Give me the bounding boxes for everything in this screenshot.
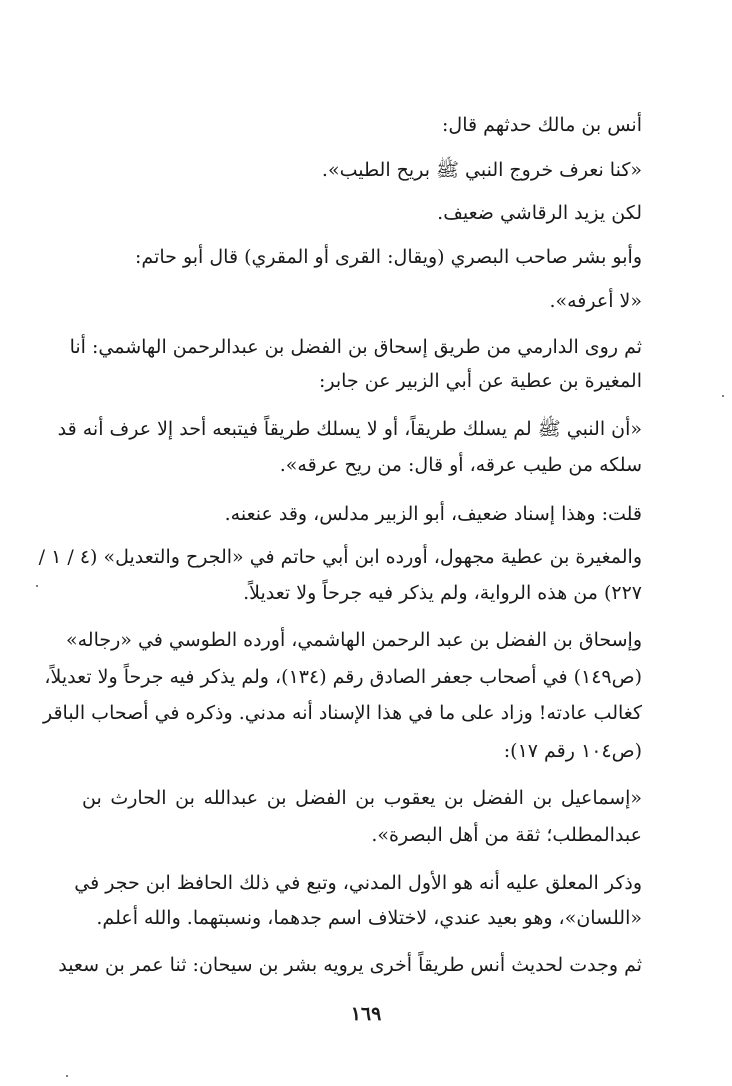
text-line: ثم وجدت لحديث أنس طريقاً أخرى يرويه بشر بن سيحان: ثنا عمر بن سعيد xyxy=(58,954,642,976)
text-line: ٢٢٧) من هذه الرواية، ولم يذكر فيه جرحاً ولا تعديلاً. xyxy=(243,582,642,604)
text-line: والمغيرة بن عطية مجهول، أورده ابن أبي حاتم في «الجرح والتعديل» (٤ / ١ / xyxy=(38,546,642,568)
text-line: سلكه من طيب عرقه، أو قال: من ريح عرقه». xyxy=(279,454,642,476)
text-line: وذكر المعلق عليه أنه هو الأول المدني، وتبع في ذلك الحافظ ابن حجر في xyxy=(74,872,642,894)
text-line: (ص١٤٩) في أصحاب جعفر الصادق رقم (١٣٤)، ولم يذكر فيه جرحاً ولا تعديلاً، xyxy=(44,666,642,688)
text-line: «اللسان»، وهو بعيد عندي، لاختلاف اسم جدهما، ونسبتهما. والله أعلم. xyxy=(96,907,642,929)
text-line: «لا أعرفه». xyxy=(549,290,642,312)
scan-speck xyxy=(722,395,724,397)
text-line: (ص١٠٤ رقم ١٧): xyxy=(503,740,642,762)
scan-speck xyxy=(36,585,38,587)
text-line: كغالب عادته! وزاد على ما في هذا الإسناد أنه مدني. وذكره في أصحاب الباقر xyxy=(42,702,642,724)
scan-speck xyxy=(66,1075,68,1077)
page-number: ١٦٩ xyxy=(350,1003,382,1025)
text-line: «إسماعيل بن الفضل بن يعقوب بن الفضل بن عبدالله بن الحارث بن xyxy=(82,787,642,809)
text-line: المغيرة بن عطية عن أبي الزبير عن جابر: xyxy=(318,370,642,392)
text-line: قلت: وهذا إسناد ضعيف، أبو الزبير مدلس، وقد عنعنه. xyxy=(224,503,642,525)
text-line: أنس بن مالك حدثهم قال: xyxy=(442,114,642,136)
text-line: عبدالمطلب؛ ثقة من أهل البصرة». xyxy=(371,824,642,846)
text-line: لكن يزيد الرقاشي ضعيف. xyxy=(437,202,642,224)
text-line: «أن النبي ﷺ لم يسلك طريقاً، أو لا يسلك طريقاً فيتبعه أحد إلا عرف أنه قد xyxy=(57,418,642,440)
text-line: ثم روى الدارمي من طريق إسحاق بن الفضل بن عبدالرحمن الهاشمي: أنا xyxy=(69,336,642,358)
text-line: وإسحاق بن الفضل بن عبد الرحمن الهاشمي، أورده الطوسي في «رجاله» xyxy=(65,629,642,651)
text-line: وأبو بشر صاحب البصري (ويقال: القرى أو المقري) قال أبو حاتم: xyxy=(135,246,642,268)
text-line: «كنا نعرف خروج النبي ﷺ بريح الطيب». xyxy=(321,159,642,181)
